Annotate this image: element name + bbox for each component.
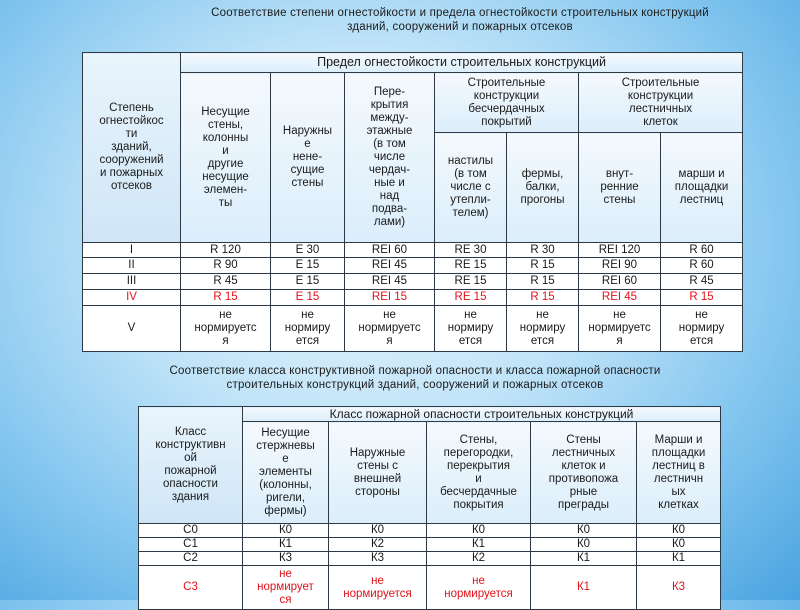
bearing-walls-header: Несущие стены, колонны и другие несущие элемен- ты	[181, 73, 271, 243]
table-cell: К1	[531, 566, 637, 610]
table-cell: R 15	[661, 290, 743, 306]
table-cell: не нормирует ся	[243, 566, 329, 610]
table-cell: не нормируетс я	[181, 306, 271, 352]
table-cell: REI 45	[579, 290, 661, 306]
table-cell: К1	[243, 538, 329, 552]
table-cell: REI 60	[579, 274, 661, 290]
table-cell: К3	[637, 566, 721, 610]
table-cell: II	[83, 258, 181, 274]
rod-elements-header: Несущие стержневы е элементы (колонны, ригели, фермы)	[243, 422, 329, 524]
table-row	[139, 538, 721, 552]
floors-header: Пере- крытия между- этажные (в том числе чердач- ные и над подва- лами)	[345, 73, 435, 243]
table-cell: R 60	[661, 258, 743, 274]
table-cell: RE 30	[435, 243, 507, 258]
table-cell: С2	[139, 552, 243, 566]
inner-walls-header: внут- ренние стены	[579, 133, 661, 243]
table-cell: К0	[531, 538, 637, 552]
table-cell: RE 15	[435, 290, 507, 306]
fire-resistance-table	[82, 52, 743, 352]
table-cell: К2	[427, 552, 531, 566]
table-row	[139, 552, 721, 566]
table-cell: REI 120	[579, 243, 661, 258]
table2-title: Соответствие класса конструктивной пожарной опасности и класса пожарной опасности строительных конструкций зданий, сооружений и пожарных отсеков	[169, 365, 661, 391]
table-cell: REI 90	[579, 258, 661, 274]
table-row	[83, 274, 743, 290]
table-cell: E 15	[271, 258, 345, 274]
table-cell: не нормиру ется	[271, 306, 345, 352]
table-cell: REI 45	[345, 274, 435, 290]
table-cell: R 45	[181, 274, 271, 290]
outer-walls-header: Наружные стены с внешней стороны	[329, 422, 427, 524]
table-cell: R 15	[507, 258, 579, 274]
table-cell: R 90	[181, 258, 271, 274]
table-cell: R 120	[181, 243, 271, 258]
fire-limit-group-header: Предел огнестойкости строительных конструкций	[181, 53, 743, 73]
stair-flights-header: марши и площадки лестниц	[661, 133, 743, 243]
table-cell: К0	[427, 524, 531, 538]
table-cell: REI 60	[345, 243, 435, 258]
roof-structures-header: Строительные конструкции бесчердачных покрытий	[435, 73, 579, 133]
table-cell: К3	[329, 552, 427, 566]
decking-header: настилы (в том числе с утепли- телем)	[435, 133, 507, 243]
table-cell: не нормируется	[329, 566, 427, 610]
table-cell: К0	[637, 524, 721, 538]
table-cell: R 15	[507, 274, 579, 290]
table-cell: не нормируетс я	[579, 306, 661, 352]
walls-floors-header: Стены, перегородки, перекрытия и бесчердачные покрытия	[427, 422, 531, 524]
table-cell: К1	[427, 538, 531, 552]
table-row	[83, 243, 743, 258]
table-row	[139, 524, 721, 538]
fire-resistance-degree-header: Степень огнестойкос ти зданий, сооружений и пожарных отсеков	[83, 53, 181, 243]
table-cell: R 45	[661, 274, 743, 290]
table-row	[83, 306, 743, 352]
table-cell: E 15	[271, 274, 345, 290]
table-cell: I	[83, 243, 181, 258]
table-cell: REI 15	[345, 290, 435, 306]
table-cell: R 15	[181, 290, 271, 306]
table-row-highlighted	[139, 566, 721, 610]
stair-structures-header: Строительные конструкции лестничных клеток	[579, 73, 743, 133]
table-cell: не нормиру ется	[435, 306, 507, 352]
table-cell: не нормиру ется	[507, 306, 579, 352]
table-row-highlighted	[83, 290, 743, 306]
table-cell: E 30	[271, 243, 345, 258]
table-cell: К3	[243, 552, 329, 566]
hazard-class-group-header: Класс пожарной опасности строительных конструкций	[243, 407, 721, 422]
table-cell: С3	[139, 566, 243, 610]
table-cell: IV	[83, 290, 181, 306]
table-cell: К1	[531, 552, 637, 566]
table-cell: не нормируетс я	[345, 306, 435, 352]
table-cell: R 30	[507, 243, 579, 258]
table-cell: III	[83, 274, 181, 290]
table-cell: не нормируется	[427, 566, 531, 610]
table-cell: С1	[139, 538, 243, 552]
table-cell: не нормиру ется	[661, 306, 743, 352]
stair-flights-header: Марши и площадки лестниц в лестничн ых клетках	[637, 422, 721, 524]
table-cell: R 60	[661, 243, 743, 258]
table-row	[83, 258, 743, 274]
table-cell: REI 45	[345, 258, 435, 274]
fire-hazard-class-table	[138, 406, 721, 610]
table1-title: Соответствие степени огнестойкости и предела огнестойкости строительных конструкций зданий, сооружений и пожарных отсеков	[211, 7, 709, 33]
table-cell: К0	[637, 538, 721, 552]
trusses-header: фермы, балки, прогоны	[507, 133, 579, 243]
table-cell: К0	[329, 524, 427, 538]
table-cell: С0	[139, 524, 243, 538]
outer-walls-header: Наружны е нене- сущие стены	[271, 73, 345, 243]
table-cell: RE 15	[435, 258, 507, 274]
table-cell: R 15	[507, 290, 579, 306]
table-cell: E 15	[271, 290, 345, 306]
construction-class-header: Класс конструктивн ой пожарной опасности здания	[139, 407, 243, 524]
table-cell: V	[83, 306, 181, 352]
stair-walls-header: Стены лестничных клеток и противопожа рные преграды	[531, 422, 637, 524]
table-cell: К2	[329, 538, 427, 552]
table-cell: К0	[243, 524, 329, 538]
table-cell: К1	[637, 552, 721, 566]
table-cell: RE 15	[435, 274, 507, 290]
table-cell: К0	[531, 524, 637, 538]
